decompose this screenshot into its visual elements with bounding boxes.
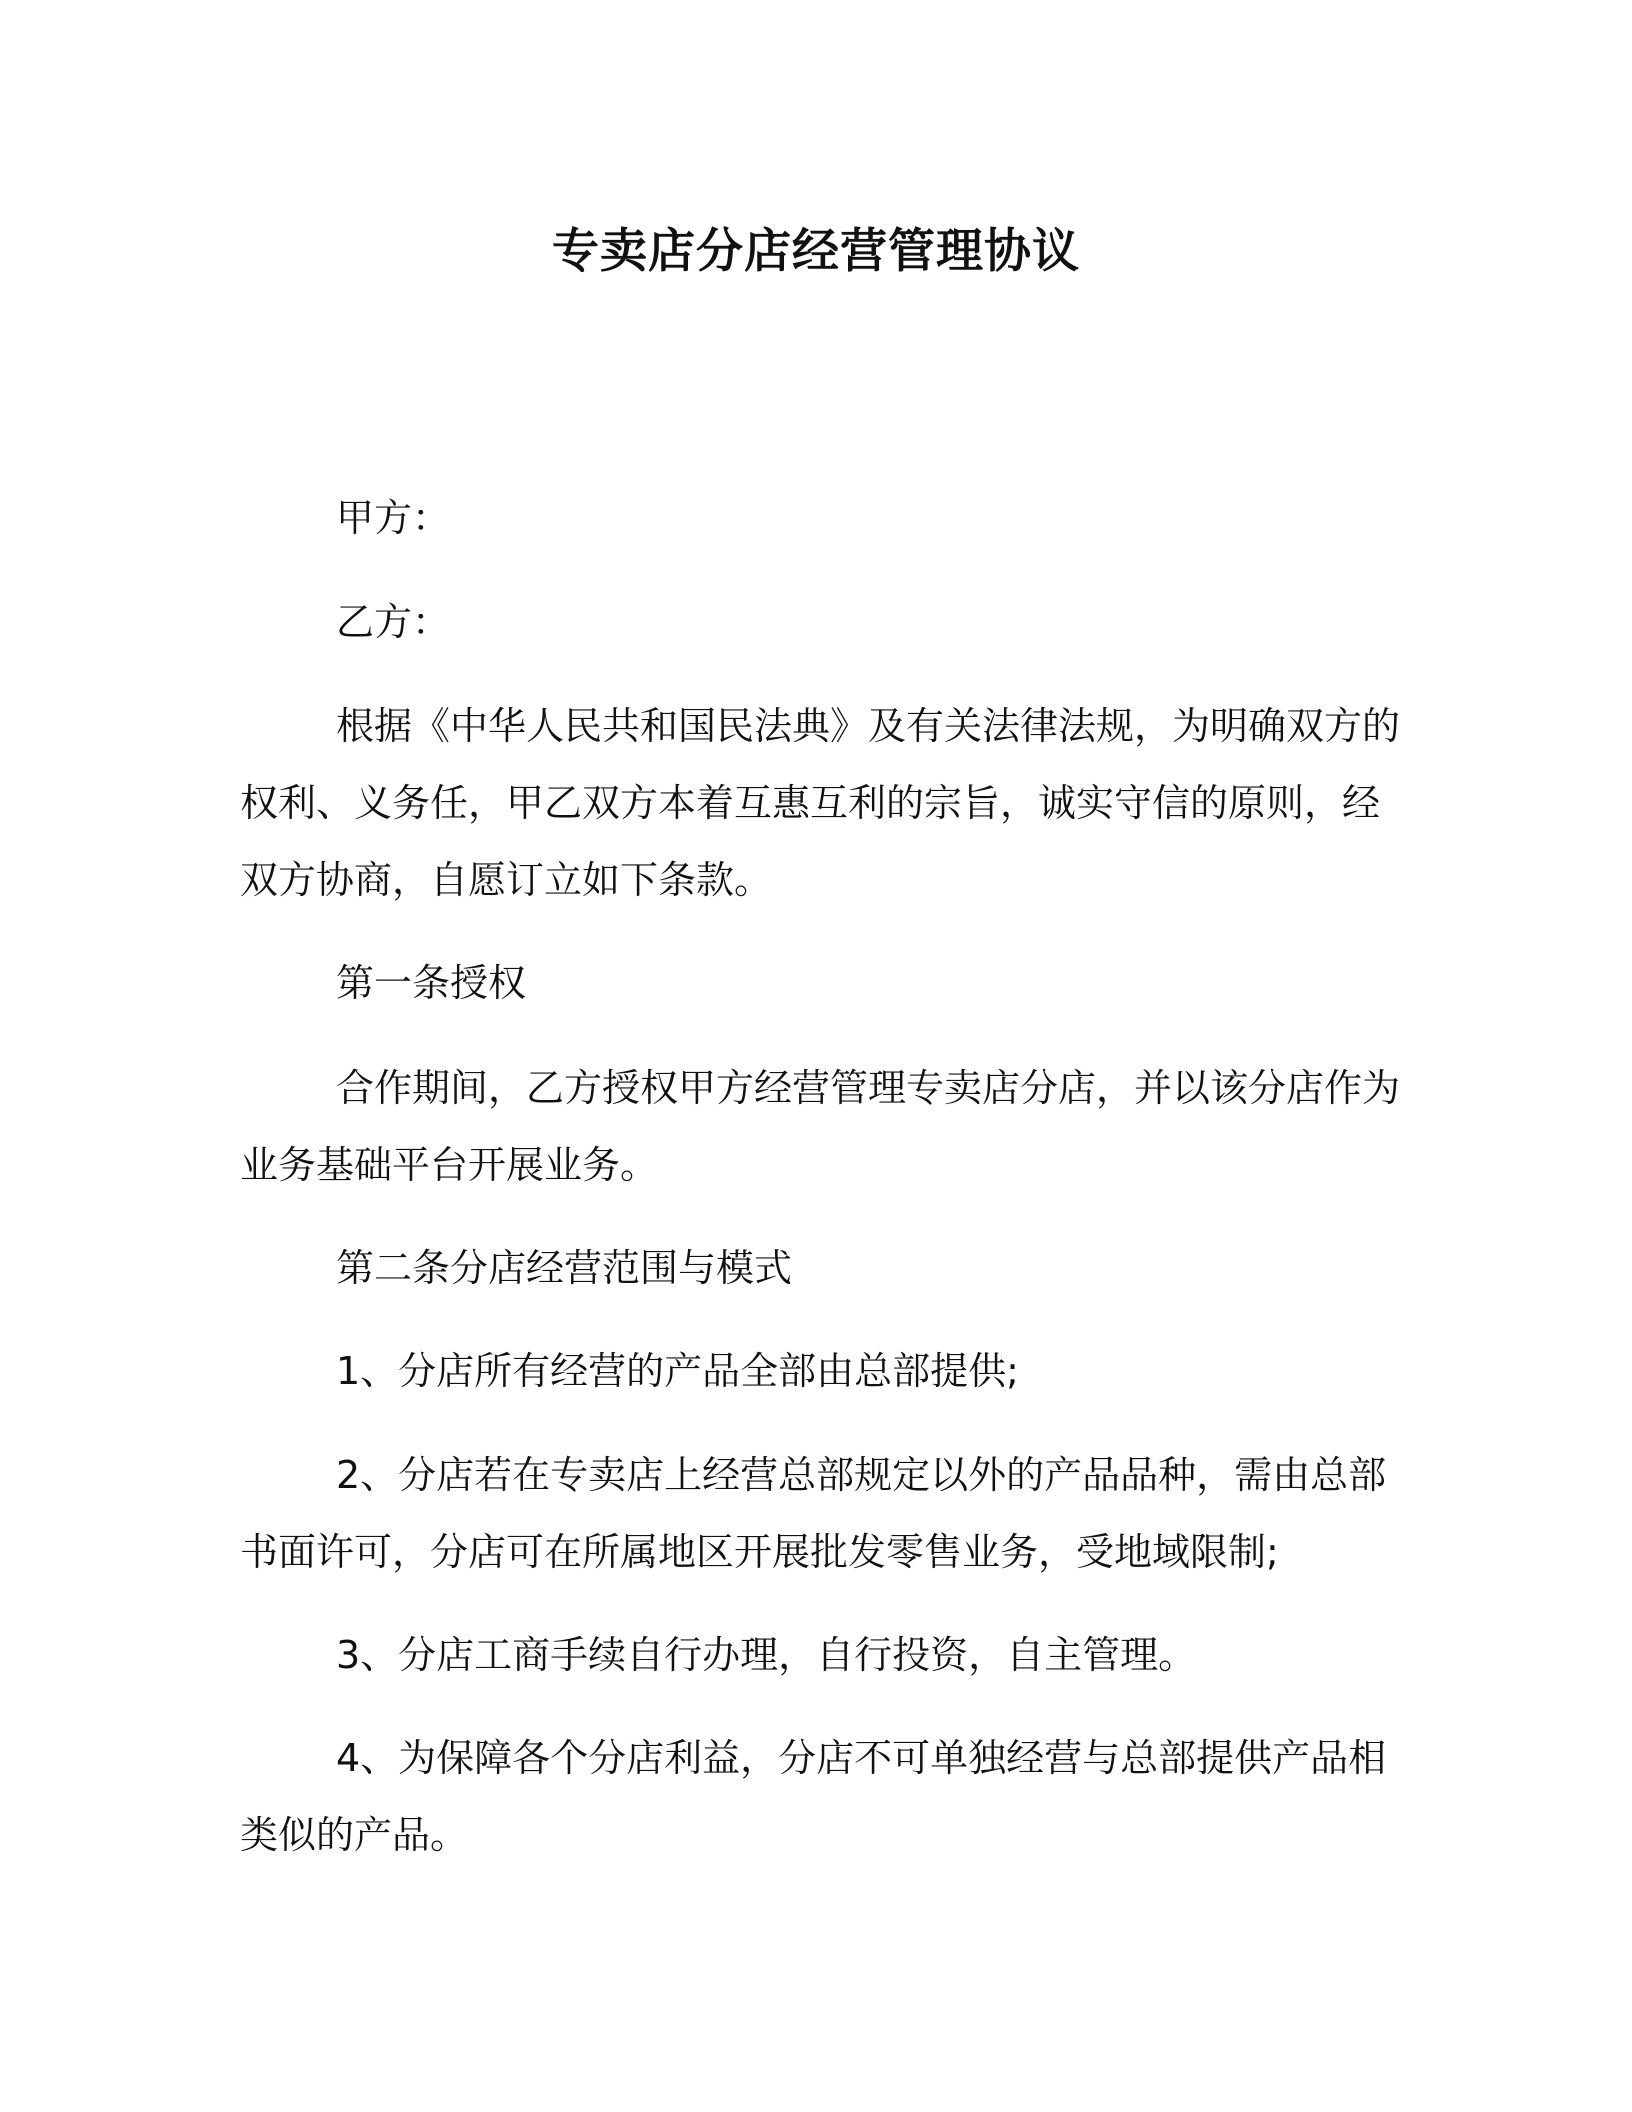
party-a-line — [240, 480, 1390, 557]
document-title: 专卖店分店经营管理协议 — [552, 224, 1080, 279]
article2-item-line: 1、分店所有经营的产品全部由总部提供; — [336, 1349, 1019, 1393]
party-a-label: 甲方： — [336, 496, 451, 540]
party-b-label: 乙方： — [336, 600, 451, 644]
article2-item-line: 3、分店工商手续自行办理，自行投资，自主管理。 — [336, 1633, 1197, 1677]
article2-heading-text: 第二条分店经营范围与模式 — [336, 1246, 793, 1290]
article2-item-3 — [240, 1617, 1390, 1694]
article1-heading-text: 第一条授权 — [336, 961, 527, 1005]
article2-item-1 — [240, 1333, 1390, 1410]
article1-body-line: 业务基础平台开展业务。 — [240, 1143, 659, 1187]
article2-item-2 — [240, 1437, 1390, 1591]
article2-item-line: 类似的产品。 — [240, 1813, 469, 1857]
preamble-line: 双方协商，自愿订立如下条款。 — [240, 858, 773, 902]
preamble-line: 根据《中华人民共和国民法典》及有关法律法规，为明确双方的 — [336, 704, 1401, 748]
article2-item-line: 4、为保障各个分店利益，分店不可单独经营与总部提供产品相 — [336, 1736, 1387, 1780]
preamble-line: 权利、义务任，甲乙双方本着互惠互利的宗旨，诚实守信的原则，经 — [240, 781, 1381, 825]
party-b-line — [240, 584, 1390, 661]
article2-item-4 — [240, 1720, 1390, 1874]
article1-body — [240, 1050, 1401, 1204]
article2-heading — [240, 1230, 1390, 1307]
article2-item-line: 2、分店若在专卖店上经营总部规定以外的产品品种，需由总部 — [336, 1453, 1387, 1497]
article2-item-line: 书面许可，分店可在所属地区开展批发零售业务，受地域限制; — [240, 1530, 1279, 1574]
article1-body-line: 合作期间，乙方授权甲方经营管理专卖店分店，并以该分店作为 — [336, 1066, 1401, 1110]
article1-heading — [240, 945, 1390, 1022]
preamble-paragraph — [240, 688, 1401, 919]
